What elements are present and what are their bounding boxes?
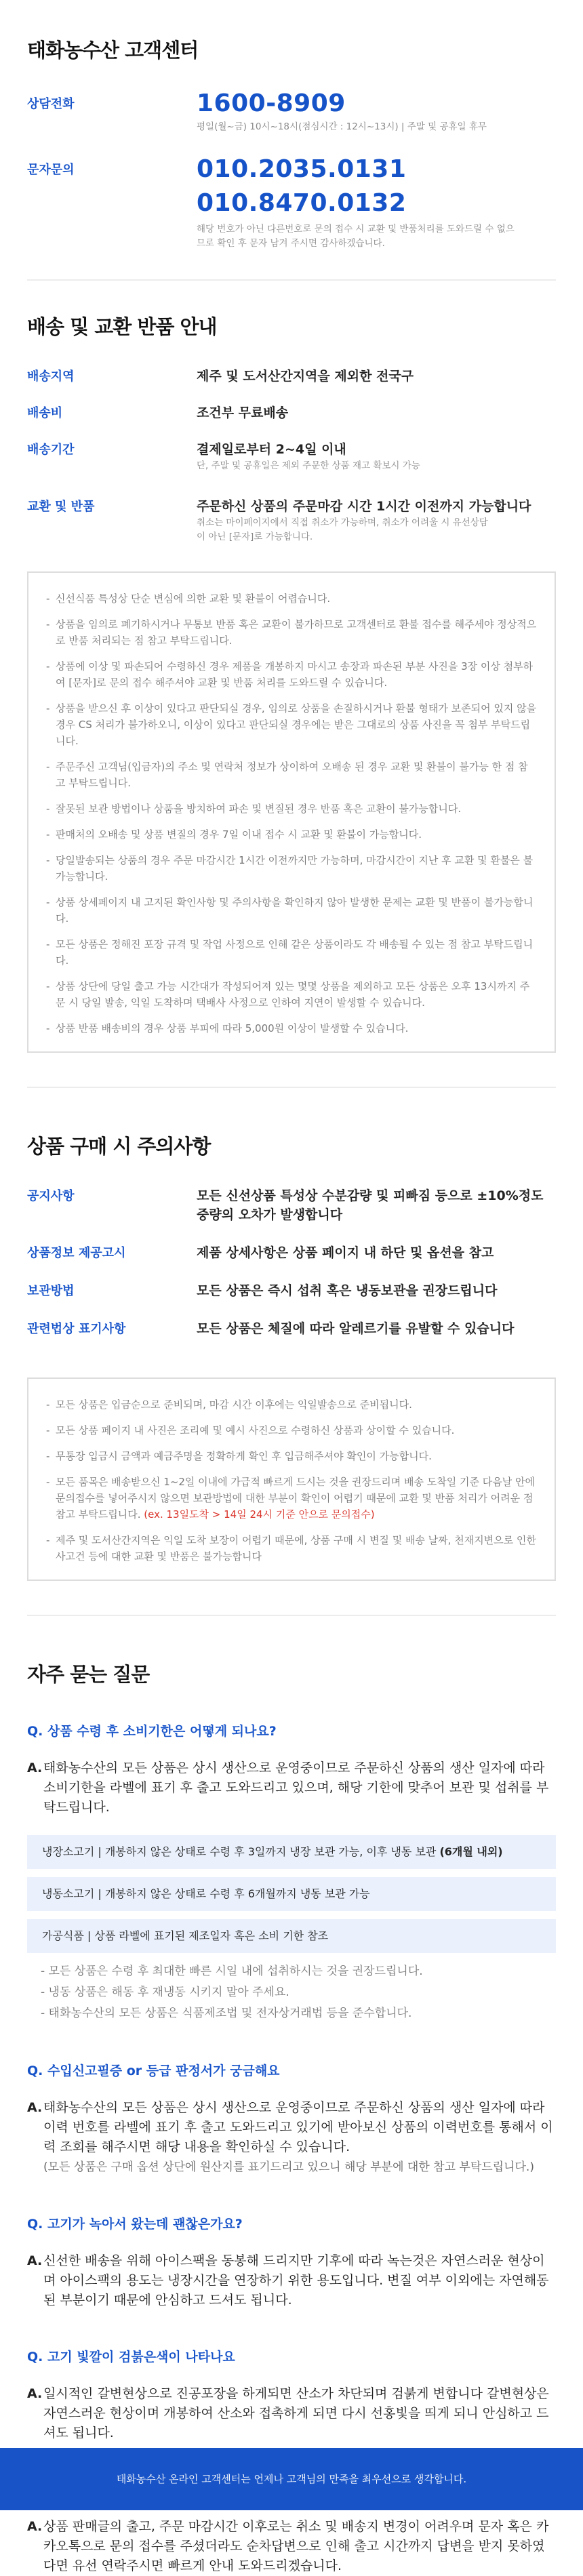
sms-number-2[interactable]: 010.8470.0132 [197, 189, 407, 217]
faq-answer [27, 2251, 556, 2310]
faq-answer-text: 일시적인 갈변현상으로 진공포장을 하게되면 산소가 차단되며 검붉게 변합니다 갈변현상은 자연스러운 현상이며 개봉하여 산소와 접촉하게 되면 다시 선홍빛을 띄게 되니 안심하고 드셔도 됩니다. [43, 2386, 549, 2440]
notice-item [46, 1474, 537, 1523]
notice-item: - 잘못된 보관 방법이나 상품을 방치하여 파손 및 변질된 경우 반품 혹은 교환이 불가능합니다. [46, 801, 537, 817]
notice-item: - 모든 상품은 입금순으로 준비되며, 마감 시간 이후에는 익일발송으로 준비됩니다. [46, 1396, 537, 1413]
faq-answer-text: 상품 판매글의 출고, 주문 마감시간 이후로는 취소 및 배송지 변경이 어려우며 문자 혹은 카카오톡으로 문의 접수를 주셨더라도 순차답변으로 인해 출고 시간까지 답변을 받지 못하였다면 유선 연락주시면 빠르게 안내 도와드리겠습니다. [43, 2519, 549, 2573]
caution-row [27, 1243, 556, 1281]
answer-mark: A. [27, 2253, 43, 2268]
band-bold: (6개월 내외) [439, 1845, 503, 1858]
notice-item: - 상품 반품 배송비의 경우 상품 부피에 따라 5,000원 이상이 발생할 수 있습니다. [46, 1020, 537, 1037]
shipping-row-fee [27, 403, 556, 440]
notice-item: - 상품 상단에 당일 출고 가능 시간대가 작성되어져 있는 몇몇 상품을 제외하고 모든 상품은 오후 13시까지 주문 시 당일 발송, 익일 도착하며 택배사 사정으로 인하여 지연이 발생할 수 있습니다. [46, 978, 537, 1011]
band-text: 냉동소고기 | 개봉하지 않은 상태로 수령 후 6개월까지 냉동 보관 가능 [42, 1887, 370, 1900]
notice-item: - 당일발송되는 상품의 경우 주문 마감시간 1시간 이전까지만 가능하며, 마감시간이 지난 후 교환 및 환불은 불가능합니다. [46, 852, 537, 885]
caution-row-label: 보관방법 [27, 1284, 75, 1298]
answer-mark: A. [27, 2100, 43, 2115]
shipping-row-note: 취소는 마이페이지에서 직접 취소가 가능하며, 취소가 어려울 시 유선상담이 아닌 [문자]로 가능합니다. [197, 517, 488, 542]
faq-answer-text: 신선한 배송을 위해 아이스팩을 동봉해 드리지만 기후에 따라 녹는것은 자연스러운 현상이며 아이스팩의 용도는 냉장시간을 연장하기 위한 용도입니다. 변질 여부 이외에는 자연해동된 부분이기 때문에 안심하고 드셔도 됩니다. [43, 2253, 549, 2308]
phone-hours: 평일(월~금) 10시~18시(점심시간 : 12시~13시) | 주말 및 공휴일 휴무 [197, 121, 487, 132]
band-text: 가공식품 | 상품 라벨에 표기된 제조일자 혹은 소비 기한 참조 [42, 1929, 329, 1942]
notice-item: - 상품을 받으신 후 이상이 있다고 판단되실 경우, 임의로 상품을 손질하시거나 환불 형태가 보존되어 있지 않을 경우 CS 처리가 불가하오니, 이상이 있다고 판단되실 경우에는 받은 그대로의 상품 사진을 꼭 첨부 부탁드립니다. [46, 700, 537, 749]
faq-answer-note: (모든 상품은 구매 옵션 상단에 원산지를 표기드리고 있으니 해당 부분에 대한 참고 부탁드립니다.) [43, 2160, 534, 2174]
faq-answer [27, 2517, 556, 2576]
phone-row [27, 89, 556, 134]
notice-example-red: (ex. 13일도착 > 14일 24시 기준 안으로 문의접수) [144, 1508, 375, 1521]
faq-question[interactable]: Q. 수입신고필증 or 등급 판정서가 궁금해요 [27, 2064, 280, 2078]
caution-row-value: 모든 상품은 체질에 따라 알레르기를 유발할 수 있습니다 [197, 1321, 515, 1336]
band-text: 냉장소고기 | 개봉하지 않은 상태로 수령 후 3일까지 냉장 보관 가능, 이후 냉동 보관 [42, 1845, 437, 1858]
notice-text: 모든 품목은 배송받으신 1~2일 이내에 가급적 빠르게 드시는 것을 권장드리며 배송 도착일 기준 다음날 안에 문의접수를 넣어주시지 않으면 보관방법에 대한 부분이 확인이 어렵기 때문에 교환 및 반품 처리가 어려운 점 참고 부탁드립니다. [56, 1476, 535, 1521]
faq-section [0, 1616, 583, 1817]
sms-row [27, 155, 556, 251]
phone-label: 상담전화 [27, 97, 75, 111]
caution-row-value: 모든 신선상품 특성상 수분감량 및 피빠짐 등으로 ±10%정도 중량의 오차가 발생합니다 [197, 1188, 544, 1222]
faq-question[interactable]: Q. 고기 빛깔이 검붉은색이 나타나요 [27, 2350, 235, 2364]
sms-note: 해당 번호가 아닌 다른번호로 문의 접수 시 교환 및 반품처리를 도와드릴 수 없으므로 확인 후 문자 남겨 주시면 감사하겠습니다. [197, 224, 515, 249]
shipping-row-label: 배송비 [27, 406, 63, 420]
shipping-row-value: 주문하신 상품의 주문마감 시간 1시간 이전까지 가능합니다 [197, 499, 531, 514]
sms-number-1[interactable]: 010.2035.0131 [197, 155, 407, 183]
shipping-row-value: 결제일로부터 2~4일 이내 [197, 442, 346, 457]
shipping-row-return [27, 497, 556, 544]
notice-item: - 제주 및 도서산간지역은 익일 도착 보장이 어렵기 때문에, 상품 구매 시 변질 및 배송 날짜, 천재지변으로 인한 사고건 등에 대한 교환 및 반품은 불가능합니다 [46, 1532, 537, 1565]
caution-row-value: 모든 상품은 즉시 섭취 혹은 냉동보관을 권장드립니다 [197, 1283, 498, 1298]
caution-row-label: 관련법상 표기사항 [27, 1322, 126, 1336]
shipping-row-period [27, 440, 556, 497]
caution-title: 상품 구매 시 주의사항 [27, 1135, 211, 1158]
faq-answer [27, 2384, 556, 2443]
notice-item: - 주문주신 고객님(입금자)의 주소 및 연락처 정보가 상이하여 오배송 된 경우 교환 및 환불이 불가능 한 점 참고 부탁드립니다. [46, 759, 537, 791]
sms-label: 문자문의 [27, 163, 75, 177]
answer-mark: A. [27, 2519, 43, 2534]
caution-table [27, 1186, 556, 1346]
notice-item: - 신선식품 특성상 단순 변심에 의한 교환 및 환불이 어렵습니다. [46, 590, 537, 607]
faq-title: 자주 묻는 질문 [27, 1663, 150, 1686]
answer-mark: A. [27, 2386, 43, 2401]
sub-item: - 태화농수산의 모든 상품은 식품제조법 및 전자상거래법 등을 준수합니다. [41, 2003, 583, 2024]
caution-row-label: 공지사항 [27, 1189, 75, 1203]
caution-section [0, 1088, 583, 1346]
storage-band [27, 1919, 556, 1953]
faq-item-1 [27, 1721, 556, 1817]
faq-answer-text: 태화농수산의 모든 상품은 상시 생산으로 운영중이므로 주문하신 상품의 생산 일자에 따라 소비기한을 라벨에 표기 후 출고 도와드리고 있으며, 해당 기한에 맞추어 보관 및 섭취를 부탁드립니다. [43, 1760, 549, 1815]
shipping-title: 배송 및 교환 반품 안내 [27, 315, 217, 338]
faq-item-2 [27, 2061, 556, 2177]
notice-item: - 판매처의 오배송 및 상품 변질의 경우 7일 이내 접수 시 교환 및 환불이 가능합니다. [46, 826, 537, 843]
notice-item: - 모든 상품은 정해진 포장 규격 및 작업 사정으로 인해 같은 상품이라도 각 배송될 수 있는 점 참고 부탁드립니다. [46, 936, 537, 969]
sub-item: - 냉동 상품은 해동 후 재냉동 시키지 말아 주세요. [41, 1982, 583, 2003]
storage-band [27, 1877, 556, 1911]
shipping-table [27, 367, 556, 544]
notice-item: - 상품에 이상 및 파손되어 수령하신 경우 제품을 개봉하지 마시고 송장과 파손된 부분 사진을 3장 이상 첨부하여 [문자]로 문의 접수 해주셔야 교환 및 반품 처리를 도와드릴 수 있습니다. [46, 658, 537, 691]
cs-title: 태화농수산 고객센터 [27, 39, 199, 62]
shipping-row-label: 배송기간 [27, 443, 75, 457]
phone-number[interactable]: 1600-8909 [197, 89, 346, 117]
shipping-row-label: 교환 및 반품 [27, 500, 95, 514]
storage-bands [0, 1835, 583, 1953]
caution-notes-box [27, 1377, 556, 1581]
customer-center-section [0, 0, 583, 251]
shipping-row-value: 조건부 무료배송 [197, 405, 289, 420]
faq-item-3 [27, 2214, 556, 2310]
answer-mark: A. [27, 1760, 43, 1775]
notice-item: - 무통장 입금시 금액과 예금주명을 정확하게 확인 후 입금해주셔야 확인이 가능합니다. [46, 1448, 537, 1464]
shipping-row-value: 제주 및 도서산간지역을 제외한 전국구 [197, 369, 414, 384]
faq-answer [27, 1758, 556, 1817]
shipping-row-label: 배송지역 [27, 369, 75, 384]
storage-band [27, 1835, 556, 1869]
shipping-notes-box [27, 571, 556, 1053]
faq-question[interactable]: Q. 상품 수령 후 소비기한은 어떻게 되나요? [27, 1724, 277, 1739]
caution-row-value: 제품 상세사항은 상품 페이지 내 하단 및 옵션을 참고 [197, 1245, 494, 1260]
faq-answer-text: 태화농수산의 모든 상품은 상시 생산으로 운영중이므로 주문하신 상품의 생산 일자에 따라 이력 번호를 라벨에 표기 후 출고 도와드리고 있기에 받아보신 상품의 이력번호를 통해서 이력 조회를 해주시면 해당 내용을 확인하실 수 있습니다. [43, 2100, 553, 2154]
faq-answer [27, 2098, 556, 2177]
shipping-section [0, 281, 583, 544]
caution-row-label: 상품정보 제공고시 [27, 1246, 126, 1260]
notice-item: - 모든 상품 페이지 내 사진은 조리예 및 예시 사진으로 수령하신 상품과 상이할 수 있습니다. [46, 1422, 537, 1438]
faq-item-4 [27, 2347, 556, 2443]
notice-item: - 상품 상세페이지 내 고지된 확인사항 및 주의사항을 확인하지 않아 발생한 문제는 교환 및 반품이 불가능합니다. [46, 894, 537, 927]
faq-question[interactable]: Q. 고기가 녹아서 왔는데 괜찮은가요? [27, 2217, 243, 2232]
storage-sub-list [0, 1961, 583, 2024]
caution-row [27, 1186, 556, 1243]
notice-item: - 상품을 임의로 폐기하시거나 무통보 반품 혹은 교환이 불가하므로 고객센터로 환불 접수를 해주세야 정상적으로 반품 처리되는 점 참고 부탁드립니다. [46, 616, 537, 649]
footer-banner: 태화농수산 온라인 고객센터는 언제나 고객님의 만족을 최우선으로 생각합니다. [0, 2448, 583, 2510]
caution-row [27, 1281, 556, 1319]
shipping-row-note: 단, 주말 및 공휴일은 제외 주문한 상품 재고 확보시 가능 [197, 460, 420, 471]
shipping-row-area [27, 367, 556, 403]
caution-row [27, 1319, 556, 1346]
sub-item: - 모든 상품은 수령 후 최대한 빠른 시일 내에 섭취하시는 것을 권장드립니다. [41, 1961, 583, 1982]
